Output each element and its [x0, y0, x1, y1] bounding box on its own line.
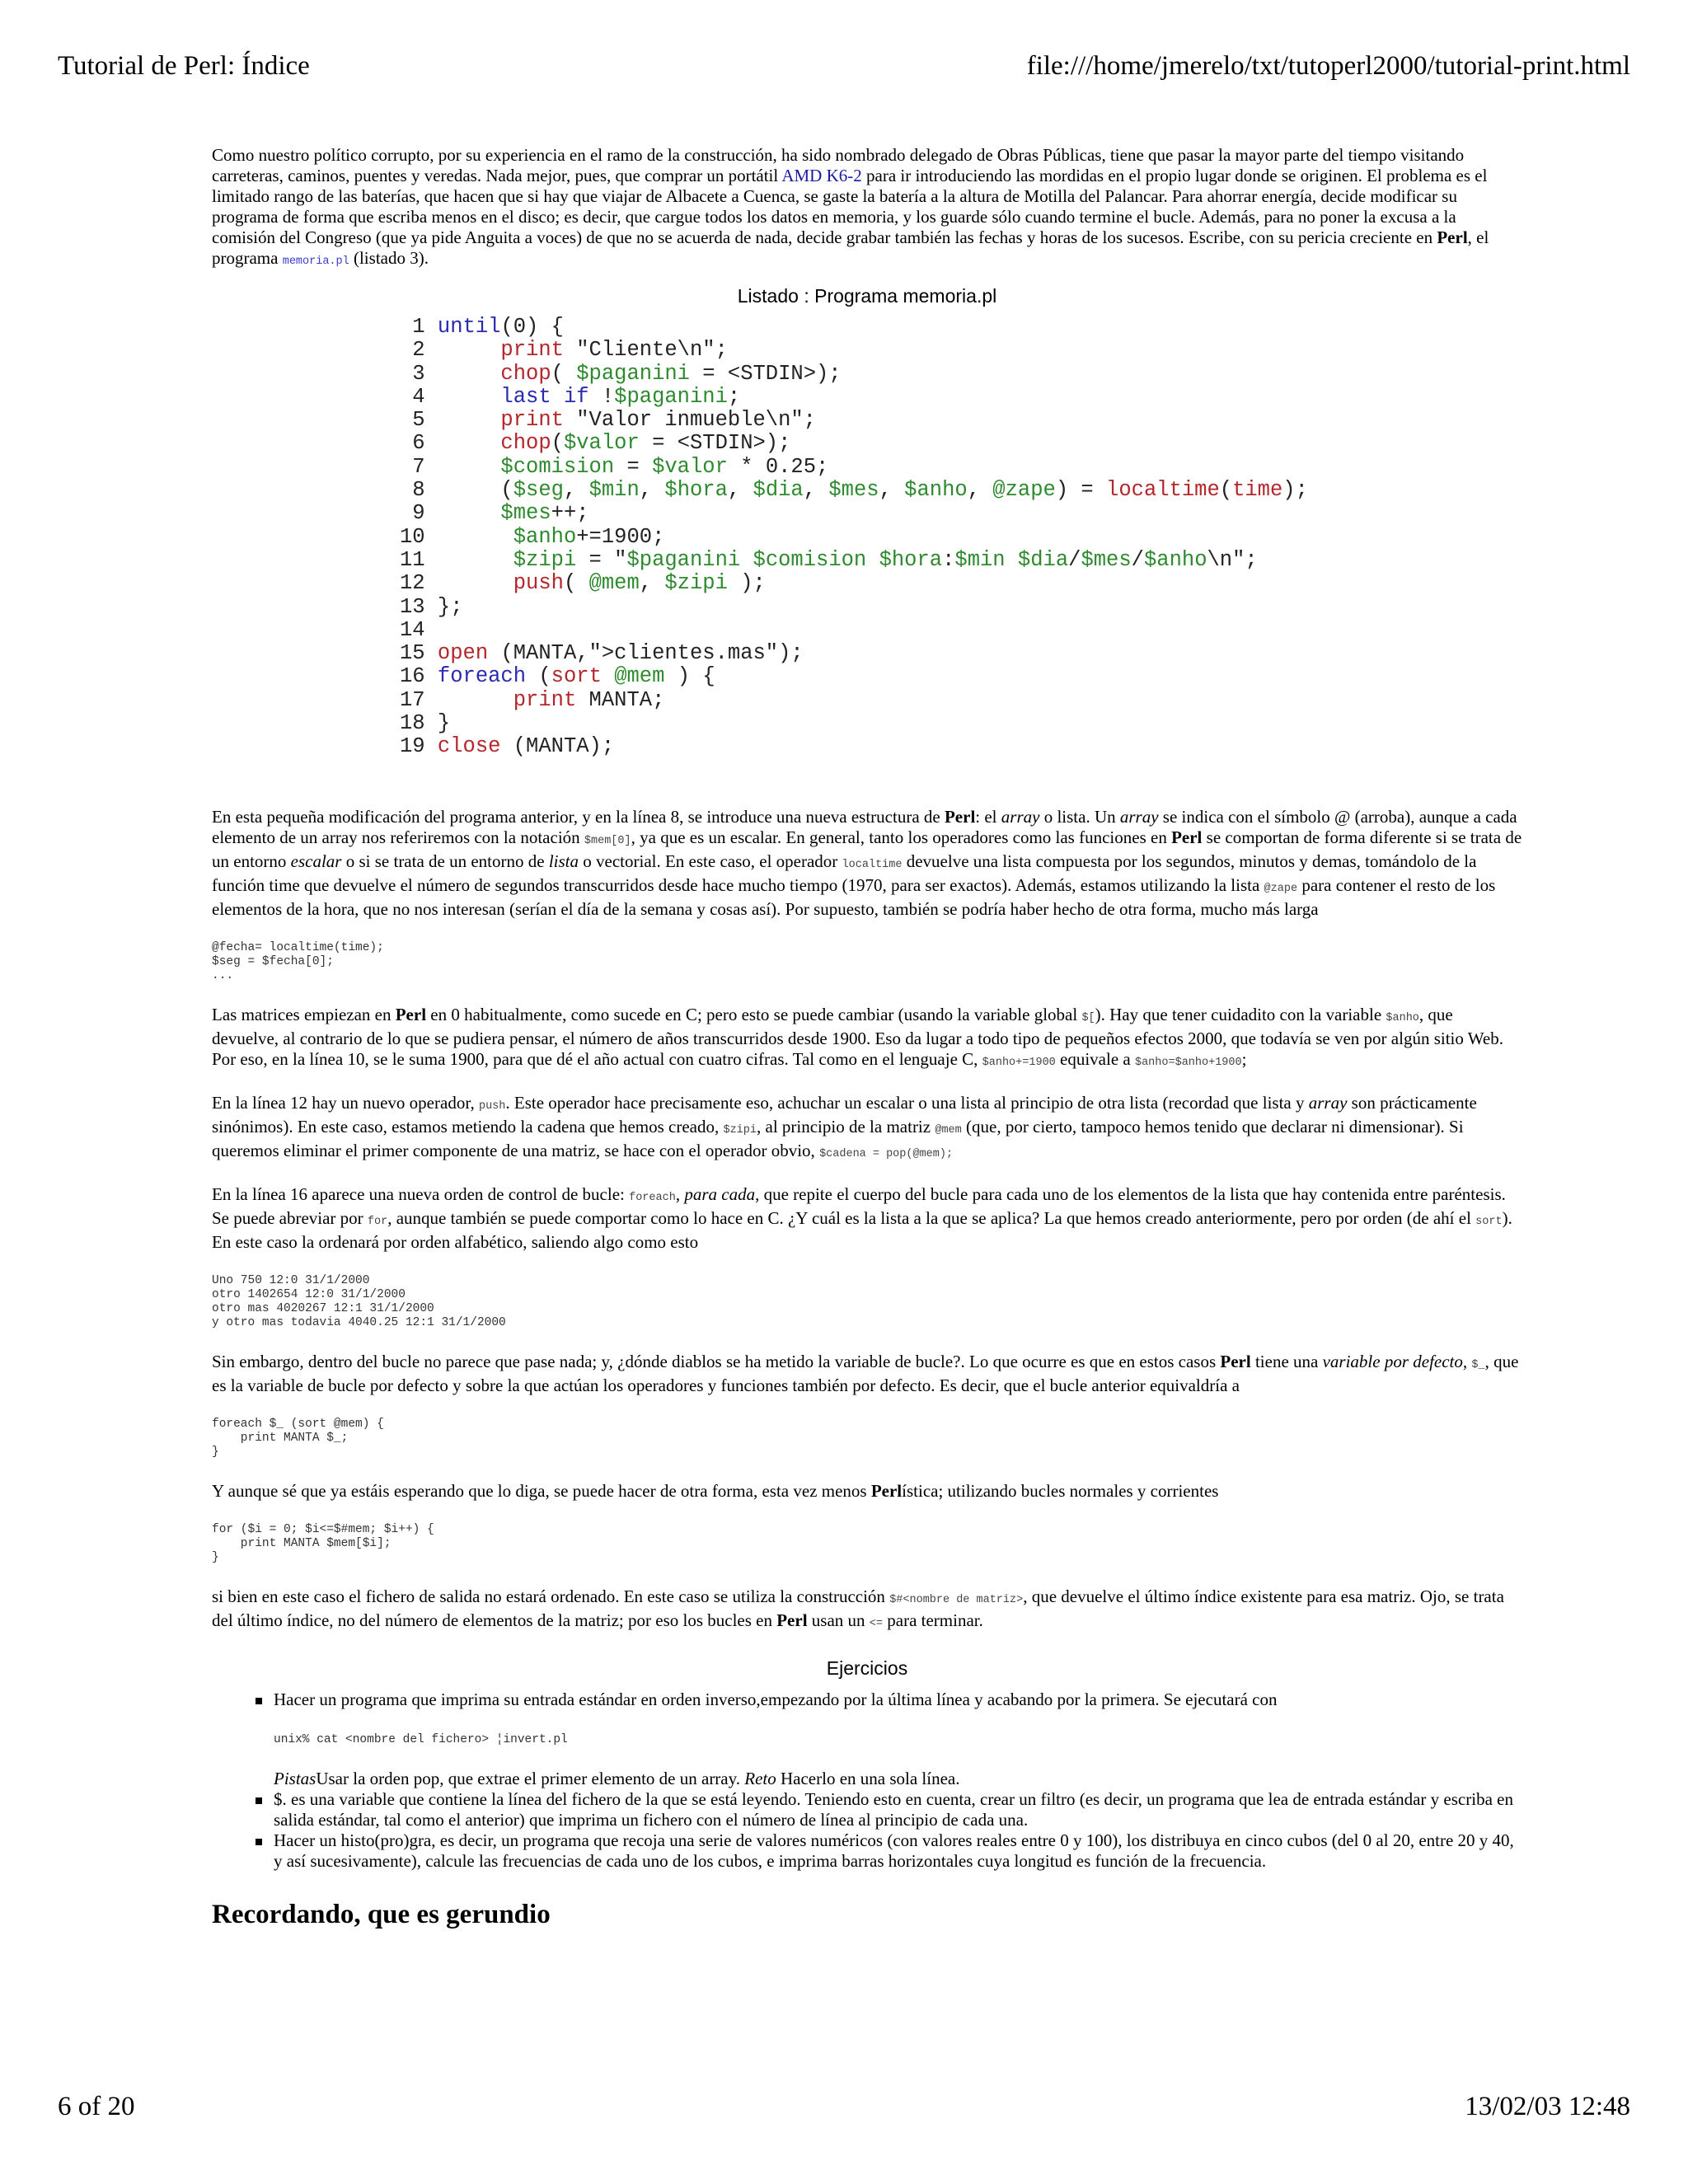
code-line: 18 }	[400, 711, 451, 736]
paragraph-other-way: Y aunque sé que ya estáis esperando que lo diga, se puede hacer de otra forma, esta vez menos Perlística; utilizando bucles normales y corrientes	[212, 1480, 1219, 1501]
code-line: 3 chop( $paganini = <STDIN>);	[400, 361, 842, 386]
code-line: 4 last if !$paganini;	[400, 384, 741, 409]
code-line: 8 ($seg, $min, $hora, $dia, $mes, $anho, @zape) = localtime(time);	[400, 478, 1308, 503]
code-output: Uno 750 12:0 31/1/2000 otro 1402654 12:0 31/1/2000 otro mas 4020267 12:1 31/1/2000 y otro mas todavia 4040.25 12:1 31/1/2000	[212, 1273, 506, 1329]
paragraph-default-variable: Sin embargo, dentro del bucle no parece que pase nada; y, ¿dónde diablos se ha metido la variable de bucle?. Lo que ocurre es que en estos casos Perl tiene una variable por defecto, $_, que es la variable de bucle por defecto y sobre la que actúan los operadores y funciones también por defecto. Es decir, que el bucle anterior equivaldría a	[212, 1351, 1519, 1395]
bullet-icon	[256, 1797, 262, 1804]
code-line: 6 chop($valor = <STDIN>);	[400, 431, 791, 456]
paragraph-arrays: En esta pequeña modificación del programa anterior, y en la línea 8, se introduce una nueva estructura de Perl: el array o lista. Un array se indica con el símbolo @ (arroba), aunque a cada elemento de un array nos referiremos con la notación $mem[0], ya que es un escalar. En general, tanto los operadores como las funciones en Perl se comportan de forma diferente si se trata de un entorno escalar o si se trata de un entorno de lista o vectorial. En este caso, el operador localtime devuelve una lista compuesta por los segundos, minutos y demas, tomándolo de la función time que devuelve el número de segundos transcurridos desde hace mucho tiempo (1970, para ser exactos). Además, estamos utilizando la lista @zape para contener el resto de los elementos de la hora, que no nos interesan (serían el día de la semana y cosas así). Por supuesto, también se podría haber hecho de otra forma, mucho más larga	[212, 806, 1522, 919]
page-number: 6 of 20	[58, 2092, 135, 2121]
intro-paragraph: Como nuestro político corrupto, por su experiencia en el ramo de la construcción, ha sido nombrado delegado de Obras Públicas, tiene que pasar la mayor parte del tiempo visitando carreteras, caminos, puentes y veredas. Nada mejor, pues, que comprar un portátil AMD K6-2 para ir introduciendo las mordidas en el propio lugar donde se originen. El problema es el limitado rango de las baterías, que hacen que si hay que viajar de Albacete a Cuenca, se gaste la batería a la altura de Motilla del Palancar. Para ahorrar energía, decide modificar su programa de forma que escriba menos en el disco; es decir, que cargue todos los datos en memoria, y los guarde sólo cuando termine el bucle. Además, para no poner la excusa a la comisión del Congreso (que ya pide Anguita a voces) de que no se acuerda de nada, decide grabar también las fechas y horas de los sucesos. Escribe, con su pericia creciente en Perl, el programa memoria.pl (listado 3).	[212, 145, 1489, 268]
section-heading: Recordando, que es gerundio	[212, 1899, 551, 1929]
listing-caption: Listado : Programa memoria.pl	[737, 285, 997, 307]
code-fecha: @fecha= localtime(time); $seg = $fecha[0]; ...	[212, 940, 384, 982]
bullet-icon	[256, 1839, 262, 1845]
memoria-pl-link[interactable]: memoria.pl	[282, 255, 349, 268]
paragraph-matrices: Las matrices empiezan en Perl en 0 habitualmente, como sucede en C; pero esto se puede cambiar (usando la variable global $[). Hay que tener cuidadito con la variable $anho, que devuelve, al contrario de lo que se pudiera pensar, el número de años transcurridos desde 1900. Eso da lugar a todo tipo de pequeños efectos 2000, que todavía se ven por algún sitio Web. Por eso, en la línea 10, se le suma 1900, para que dé el año actual con cuatro cifras. Tal como en el lenguaje C, $anho+=1900 equivale a $anho=$anho+1900;	[212, 1004, 1503, 1069]
code-foreach: foreach $_ (sort @mem) { print MANTA $_; }	[212, 1417, 384, 1459]
exercises-list	[212, 1690, 1522, 1872]
code-line: 10 $anho+=1900;	[400, 524, 665, 549]
code-line: 2 print "Cliente\n";	[400, 338, 728, 363]
page-header-url: file:///home/jmerelo/txt/tutoperl2000/tutorial-print.html	[1026, 51, 1630, 81]
code-line: 5 print "Valor inmueble\n";	[400, 408, 816, 433]
paragraph-foreach: En la línea 16 aparece una nueva orden de control de bucle: foreach, para cada, que repite el cuerpo del bucle para cada uno de los elementos de la lista que hay contenida entre paréntesis. Se puede abreviar por for, aunque también se puede comportar como lo hace en C. ¿Y cuál es la lista a la que se aplica? La que hemos creado anteriormente, pero por orden (de ahí el sort). En este caso la ordenará por orden alfabético, saliendo algo como esto	[212, 1183, 1512, 1252]
amd-k6-2-link[interactable]: AMD K6-2	[781, 166, 862, 185]
document-body	[212, 145, 1522, 1930]
bullet-icon	[256, 1698, 262, 1704]
exercise-code: unix% cat <nombre del fichero> ¦invert.pl	[274, 1732, 568, 1746]
code-line: 9 $mes++;	[400, 501, 589, 526]
code-line: 17 print MANTA;	[400, 687, 665, 712]
print-datetime: 13/02/03 12:48	[1465, 2092, 1630, 2121]
code-line: 15 open (MANTA,">clientes.mas");	[400, 641, 804, 666]
code-line: 7 $comision = $valor * 0.25;	[400, 454, 829, 479]
exercise-item: $. es una variable que contiene la línea del fichero de la que se está leyendo. Teniendo esto en cuenta, crear un filtro (es decir, un programa que lea de entrada estándar y escriba en salida estándar, tal como el anterior) que imprima un fichero con el número de línea al principio de cada una.	[274, 1789, 1522, 1830]
exercise-item: Hacer un programa que imprima su entrada estándar en orden inverso,empezando por la última línea y acabando por la primera. Se ejecutará con unix% cat <nombre del fichero> ¦invert.pl PistasUsar la orden pop, que extrae el primer elemento de un array. Reto Hacerlo en una sola línea.	[274, 1690, 1522, 1789]
code-line: 11 $zipi = "$paganini $comision $hora:$min $dia/$mes/$anho\n";	[400, 547, 1258, 572]
code-for: for ($i = 0; $i<=$#mem; $i++) { print MANTA $mem[$i]; }	[212, 1522, 434, 1564]
exercises-title: Ejercicios	[826, 1657, 908, 1679]
paragraph-push: En la línea 12 hay un nuevo operador, push. Este operador hace precisamente eso, achuchar un escalar o una lista al principio de otra lista (recordad que lista y array son prácticamente sinónimos). En este caso, estamos metiendo la cadena que hemos creado, $zipi, al principio de la matriz @mem (que, por cierto, tampoco hemos tenido que declarar ni dimensionar). Si queremos eliminar el primer componente de una matriz, se hace con el operador obvio, $cadena = pop(@mem);	[212, 1092, 1477, 1160]
code-line: 1 until(0) {	[400, 315, 564, 339]
code-line: 14	[400, 617, 425, 642]
paragraph-last-index: si bien en este caso el fichero de salida no estará ordenado. En este caso se utiliza la construcción $#<nombre de matriz>, que devuelve el último índice existente para esa matriz. Ojo, se trata del último índice, no del número de elementos de la matriz; por eso los bucles en Perl usan un <= para terminar.	[212, 1586, 1504, 1630]
code-line: 19 close (MANTA);	[400, 734, 615, 759]
code-listing	[400, 316, 1522, 759]
code-line: 13 };	[400, 594, 463, 619]
exercise-item: Hacer un histo(pro)gra, es decir, un programa que recoja una serie de valores numéricos (con valores reales entre 0 y 100), los distribuya en cinco cubos (del 0 al 20, entre 20 y 40, y así sucesivamente), calcule las frecuencias de cada uno de los cubos, e imprima barras horizontales cuya longitud es función de la frecuencia.	[274, 1830, 1522, 1872]
code-line: 12 push( @mem, $zipi );	[400, 571, 766, 596]
code-line: 16 foreach (sort @mem ) {	[400, 664, 715, 689]
page-header-title: Tutorial de Perl: Índice	[58, 51, 310, 81]
